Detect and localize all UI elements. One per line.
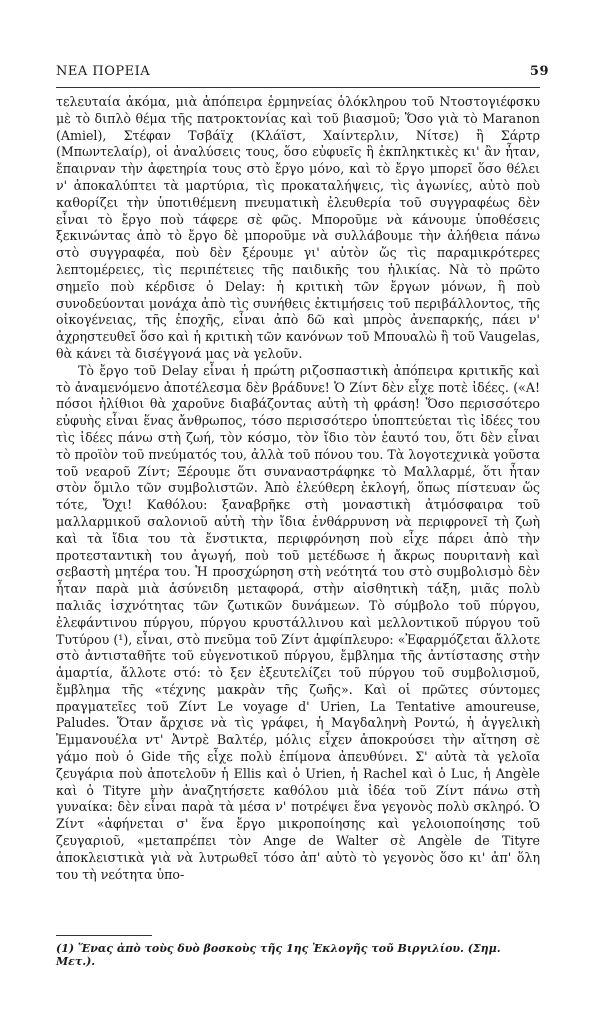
running-header bbox=[56, 64, 549, 82]
body-text bbox=[56, 94, 540, 883]
journal-title: ΝΕΑ ΠΟΡΕΙΑ bbox=[56, 64, 151, 79]
page-number: 59 bbox=[529, 64, 549, 79]
paragraph-1: τελευταία ἀκόμα, μιὰ ἀπόπειρα ἑρμηνείας ὁλόκληρου τοῦ Ντοστογιέφσκυ μὲ τὸ διπλὸ θέμα τῆς πατροκτονίας καὶ τοῦ βιασμοῦ; Ὅσο γιὰ τὸ Maranon (Amiel), Στέφαν Τσβάϊχ (Κλάϊστ, Χαίντερλιν, Νίτσε) ἢ Σάρτρ (Μπωντελαίρ), οἱ ἀναλύσεις τους, ὅσο εὐφυεῖς ἢ ἐκπληκτικὲς κι' ἂν ἦταν, ἔπαιρναν τὴν ἀφετηρία τους στὸ ἔργο μόνο, καὶ τὸ ἔργο μπορεῖ ὅσο θέλει ν' ἀποκαλύπτει τὰ μαρτύρια, τὶς προκαταλήψεις, τὶς ἀγωνίες, αὐτὸ ποὺ καθορίζει τὴν ὑποτιθέμενη πνευματικὴ ἐλευθερία τοῦ συγγραφέως δὲν εἶναι τὸ ἔργο ποὺ τάφερε σὲ φῶς. Μποροῦμε νὰ κάνουμε ὑποθέσεις ξεκινώντας ἀπὸ τὸ ἔργο δὲ μποροῦμε νὰ συλλάβουμε τὴν ἀλήθεια πάνω στὸ συγγραφέα, ποὺ δὲν ξέρουμε γι' αὐτὸν ὥς τὶς παραμικρότερες λεπτομέρειες, τὶς περιπέτειες τῆς παιδικῆς του ἡλικίας. Νὰ τὸ πρῶτο σημεῖο ποὺ κέρδισε ὁ Delay: ἡ κριτικὴ τῶν ἔργων μόνων, ἢ ποὺ συνοδεύονται μονάχα ἀπὸ τὶς συνήθεις ἐκτιμήσεις τοῦ περιβάλλοντος, τῆς οἰκογένειας, τῆς ἐποχῆς, εἶναι ἀπὸ δῶ καὶ μπρὸς ἀνεπαρκής, πάει ν' ἀχρηστευθεῖ ὅσο καὶ ἡ κριτικὴ τῶν κανόνων τοῦ Μπουαλὼ ἢ τοῦ Vaugelas, θὰ κάνει τὰ δισέγγονά μας νὰ γελοῦν. bbox=[56, 94, 540, 361]
footnote: (1) Ἕνας ἀπὸ τοὺς δυὸ βοσκοὺς τῆς 1ης Ἐκλογῆς τοῦ Βιργιλίου. (Σημ. Μετ.). bbox=[56, 942, 501, 968]
footnote-rule bbox=[56, 935, 152, 936]
paragraph-2: Τὸ ἔργο τοῦ Delay εἶναι ἡ πρώτη ριζοσπαστικὴ ἀπόπειρα κριτικῆς καὶ τὸ ἀναμενόμενο ἀποτέλεσμα δὲν βράδυνε! Ὁ Ζίντ δὲν εἶχε ποτὲ ἰδέες. («Α! πόσοι ἠλίθιοι θὰ χαροῦνε διαβάζοντας αὐτὴ τὴ φράση! Ὅσο περισσότερο εὐφυὴς εἶναι ἕνας ἄνθρωπος, τόσο περισσότερο ὑποπτεύεται τὶς ἰδέες του τὶς ἰδέες πάνω στὴ ζωή, τὸν κόσμο, τὸν ἴδιο τὸν ἑαυτό του, ὅτι δὲν εἶναι τὸ προϊὸν τοῦ πνεύματός του, ἀλλὰ τοῦ πόνου του. Τὰ λογοτεχνικὰ γοῦστα τοῦ νεαροῦ Ζίντ; Ξέρουμε ὅτι συναναστράφηκε τὸ Μαλλαρμέ, ὅτι ἦταν στὸν ὅμιλο τῶν συμβολιστῶν. Ἀπὸ ἐλεύθερη ἐκλογή, ὅπως πίστευαν ὥς τότε, Ὄχι! Καθόλου: ξαναβρῆκε στὴ μοναστικὴ ἀτμόσφαιρα τοῦ μαλλαρμικοῦ σαλονιοῦ αὐτὴ τὴν ἴδια ἐνθάρρυνση νὰ περιφρονεῖ τὴ ζωὴ καὶ τὰ ἴδια του τὰ ἔνστικτα, περιφρόνηση ποὺ εἶχε πάρει ἀπὸ τὴν προτεσταντικὴ του ἀγωγή, ποὺ τοῦ μετέδωσε ἡ ἄκρως πουριτανὴ καὶ σεβαστὴ μητέρα του. Ἡ προσχώρηση στὴ νεότητά του στὸ συμβολισμὸ δὲν ἦταν παρὰ μιὰ ἀσύνειδη μεταφορά, στὴν αἰσθητικὴ τάξη, μιᾶς πολὺ παλιᾶς ἰσχνότητας τῶν ζωτικῶν δυνάμεων. Τὸ σύμβολο τοῦ πύργου, ἐλεφάντινου πύργου, πύργου κρυστάλλινου καὶ μελλοντικοῦ πύργου τοῦ Τυτύρου (¹), εἶναι, στὸ πνεῦμα τοῦ Ζίντ ἀμφίπλευρο: «Ἐφαρμόζεται ἄλλοτε στὸ ἀντισταθῆτε τοῦ εὐγενοτικοῦ πύργου, ἔμβλημα τῆς ἀντίστασης στὴν ἁμαρτία, ἄλλοτε στό: τὸ ξεν ἐξευτελίζει τοῦ πύργου τοῦ συμβολισμοῦ, ἔμβλημα τῆς «τέχνης μακρὰν τῆς ζωῆς». Καὶ οἱ πρῶτες σύντομες πραγματεῖες τοῦ Ζίντ Le voyage d' Urien, La Tentative amoureuse, Paludes. Ὅταν ἄρχισε νὰ τὶς γράφει, ἡ Μαγδαληνὴ Ροντώ, ἡ ἀγγελικὴ Ἐμμανουέλα ντ' Ἀντρὲ Βαλτέρ, μόλις εἶχεν ἀποκρούσει τὴν αἴτηση σὲ γάμο ποὺ ὁ Gide τῆς εἶχε πολὺ ἐπίμονα ἀπευθύνει. Σ' αὐτὰ τὰ γελοῖα ζευγάρια ποὺ ἀποτελοῦν ἡ Ellis καὶ ὁ Urien, ἡ Rachel καὶ ὁ Luc, ἡ Angèle καὶ ὁ Tityre μὴν ἀναζητήσετε καθόλου μιὰ ἰδέα τοῦ Ζίντ πάνω στὴ γυναίκα: δὲν εἶναι παρὰ τὰ μέσα ν' ποτρέψει ἕνα γεγονὸς πολὺ σκληρό. Ὁ Ζίντ «ἀφήνεται σ' ἕνα ἔργο μικροποίησης καὶ γελοιοποίησης τοῦ ζευγαριοῦ, «μεταπρέπει τὸν Ange de Walter σὲ Angèle de Tityre ἀποκλειστικὰ γιὰ νὰ λυτρωθεῖ τόσο ἀπ' αὐτὸ τὸ γεγονὸς ὅσο κι' ἀπ' ὅλη του τὴ νεότητα ὑπο- bbox=[56, 362, 540, 882]
header-rule bbox=[56, 87, 540, 88]
